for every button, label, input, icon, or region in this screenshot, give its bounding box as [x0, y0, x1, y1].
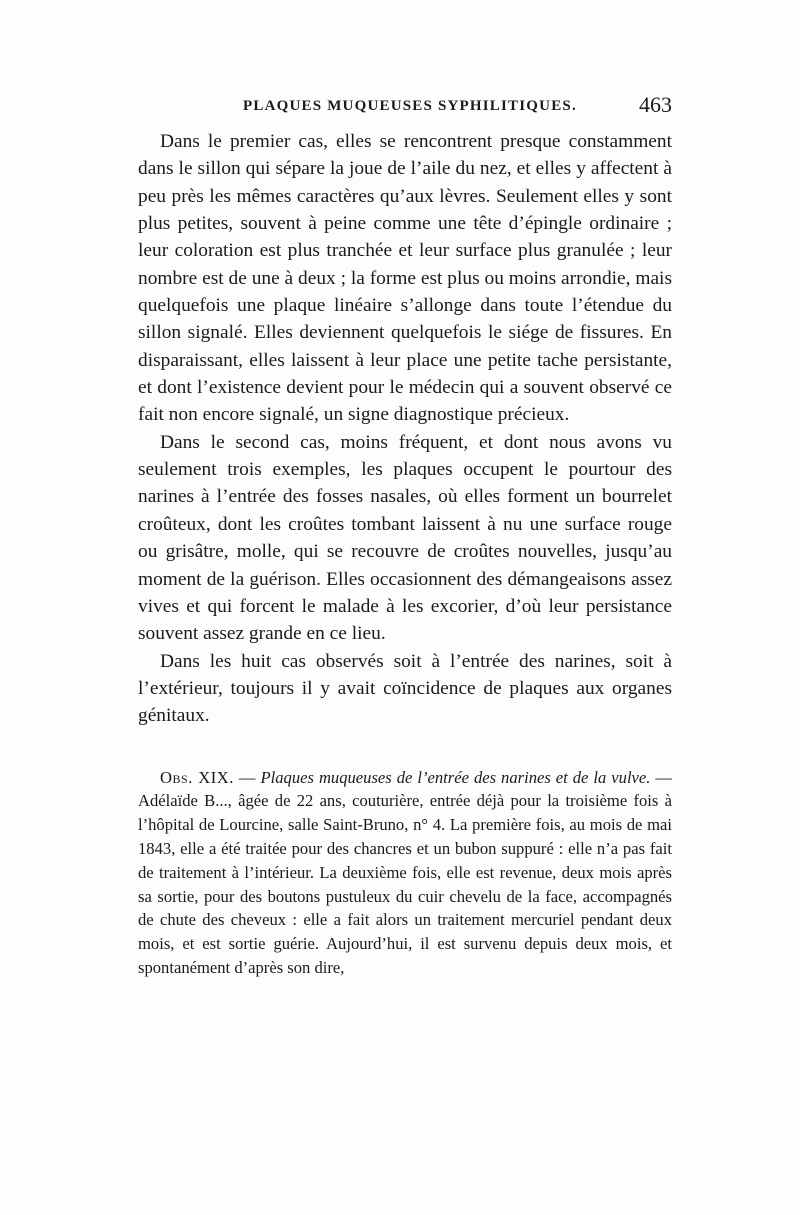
running-title: PLAQUES MUQUEUSES SYPHILITIQUES. [243, 98, 577, 114]
paragraph: Dans le second cas, moins fréquent, et dont nous avons vu seulement trois exemples, les plaques occupent le pourtour des narines à l’entrée des fosses nasales, où elles forment un bourrelet croûteux, dont les croûtes tombant laissent à nu une surface rouge ou grisâtre, molle, qui se recouvre de croûtes nouvelles, jusqu’au moment de la guérison. Elles occasionnent des démangeaisons assez vives et qui forcent le malade à les excorier, d’où leur persistance souvent assez grande en ce lieu. [138, 431, 672, 645]
observation-text: — Adélaïde B..., âgée de 22 ans, couturière, entrée déjà pour la troisième fois à l’hôpital de Lourcine, salle Saint-Bruno, n° 4. La première fois, au mois de mai 1843, elle a été traitée pour des chancres et un bubon suppuré : elle n’a pas fait de traitement à l’intérieur. La deuxième fois, elle est revenue, deux mois après sa sortie, pour des boutons pustuleux du cuir chevelu de la face, accompagnés de chute des cheveux : elle a fait alors un traitement mercuriel pendant deux mois, et est sortie guérie. Aujourd’hui, il est survenu depuis deux mois, et spontanément d’après son dire, [138, 767, 673, 977]
paragraph: Dans le premier cas, elles se rencontrent presque constamment dans le sillon qui sépare la joue de l’aile du nez, et elles y affectent à peu près les mêmes caractères qu’aux lèvres. Seulement elles y sont plus petites, souvent à peine comme une tête d’épingle ordinaire ; leur coloration est plus tranchée et leur surface plus granulée ; leur nombre est de une à deux ; la forme est plus ou moins arrondie, mais quelquefois une plaque linéaire s’allonge dans toute l’étendue du sillon signalé. Elles deviennent quelquefois le siége de fissures. En disparaissant, elles laissent à leur place une petite tache persistante, et dont l’existence devient pour le médecin qui a souvent observé ce fait non encore signalé, un signe diagnostique précieux. [138, 131, 672, 426]
book-page [138, 92, 672, 980]
observation-title: Plaques muqueuses de l’entrée des narines et de la vulve. [260, 767, 651, 787]
observation-paragraph [138, 766, 672, 980]
running-header [138, 92, 672, 122]
paragraph: Dans les huit cas observés soit à l’entrée des narines, soit à l’extérieur, toujours il y avait coïncidence de plaques aux organes génitaux. [138, 650, 672, 727]
observation-label: Obs. XIX. [160, 767, 234, 787]
main-text [138, 128, 672, 730]
page-number: 463 [639, 92, 672, 117]
observation-dash: — [233, 767, 261, 787]
observation-note [138, 766, 672, 980]
